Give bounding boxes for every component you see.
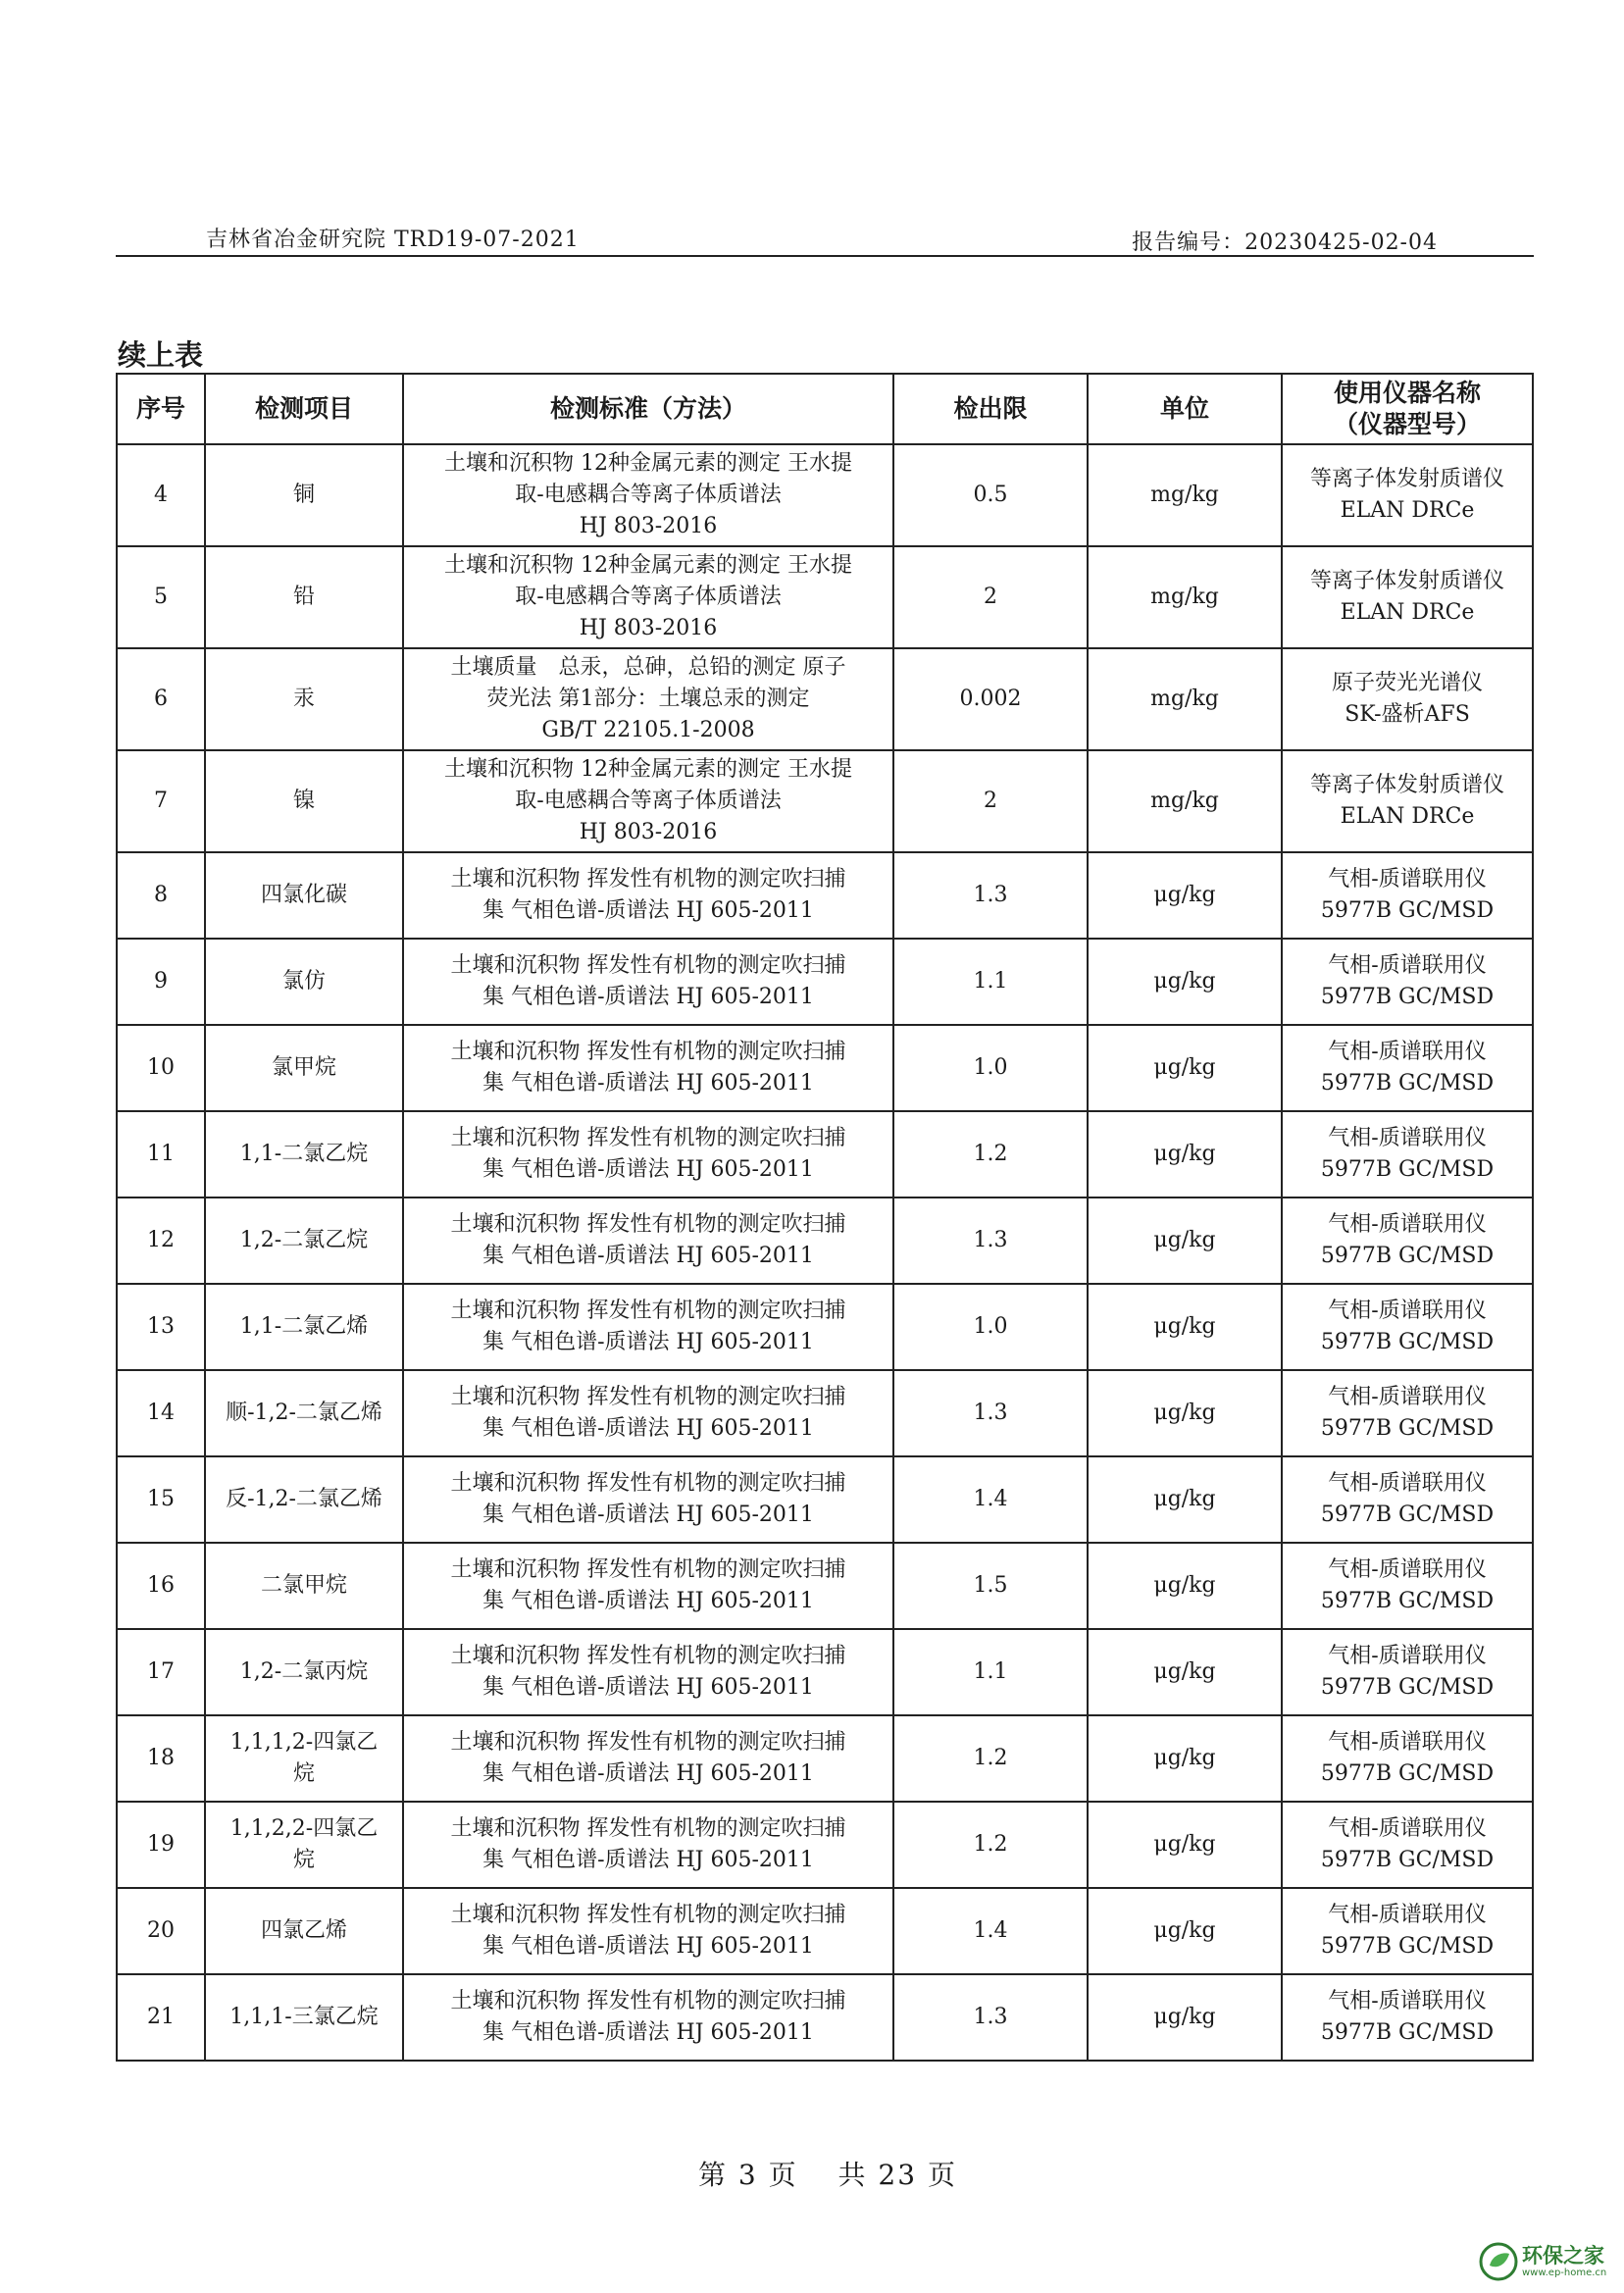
cell-unit: μg/kg [1088,1974,1282,2061]
cell-method: 土壤和沉积物 挥发性有机物的测定吹扫捕 集 气相色谱-质谱法 HJ 605-2011 [403,1284,893,1370]
cell-instrument: 气相-质谱联用仪 5977B GC/MSD [1282,1111,1533,1197]
cell-no: 4 [117,444,205,546]
cell-method: 土壤和沉积物 12种金属元素的测定 王水提 取-电感耦合等离子体质谱法 HJ 803-2016 [403,546,893,648]
cell-item: 1,1-二氯乙烯 [205,1284,403,1370]
cell-unit: μg/kg [1088,1370,1282,1456]
cell-item: 汞 [205,648,403,750]
cell-unit: μg/kg [1088,1111,1282,1197]
cell-limit: 1.5 [893,1543,1088,1629]
cell-item: 四氯化碳 [205,852,403,939]
table-row [117,1197,1533,1284]
table-row [117,1370,1533,1456]
header-divider [116,255,1534,257]
cell-limit: 1.2 [893,1715,1088,1802]
table-row [117,1284,1533,1370]
cell-limit: 0.002 [893,648,1088,750]
col-header-instrument: 使用仪器名称 （仪器型号） [1282,374,1533,444]
cell-limit: 0.5 [893,444,1088,546]
table-row [117,1802,1533,1888]
cell-limit: 1.1 [893,1629,1088,1715]
cell-no: 9 [117,939,205,1025]
cell-unit: μg/kg [1088,1025,1282,1111]
cell-item: 四氯乙烯 [205,1888,403,1974]
cell-method: 土壤和沉积物 挥发性有机物的测定吹扫捕 集 气相色谱-质谱法 HJ 605-2011 [403,1456,893,1543]
cell-no: 6 [117,648,205,750]
cell-instrument: 等离子体发射质谱仪 ELAN DRCe [1282,750,1533,852]
cell-limit: 1.4 [893,1888,1088,1974]
watermark-url: www.ep-home.cn [1522,2268,1607,2278]
cell-instrument: 气相-质谱联用仪 5977B GC/MSD [1282,1888,1533,1974]
cell-method: 土壤质量 总汞，总砷，总铅的测定 原子 荧光法 第1部分：土壤总汞的测定 GB/T 22105.1-2008 [403,648,893,750]
table-row [117,1974,1533,2061]
cell-limit: 1.4 [893,1456,1088,1543]
cell-no: 10 [117,1025,205,1111]
cell-method: 土壤和沉积物 挥发性有机物的测定吹扫捕 集 气相色谱-质谱法 HJ 605-2011 [403,1888,893,1974]
cell-no: 11 [117,1111,205,1197]
cell-instrument: 气相-质谱联用仪 5977B GC/MSD [1282,1974,1533,2061]
col-header-item: 检测项目 [205,374,403,444]
cell-method: 土壤和沉积物 挥发性有机物的测定吹扫捕 集 气相色谱-质谱法 HJ 605-2011 [403,1802,893,1888]
cell-no: 13 [117,1284,205,1370]
cell-item: 反-1,2-二氯乙烯 [205,1456,403,1543]
cell-item: 1,1-二氯乙烷 [205,1111,403,1197]
cell-instrument: 原子荧光光谱仪 SK-盛析AFS [1282,648,1533,750]
cell-instrument: 气相-质谱联用仪 5977B GC/MSD [1282,1543,1533,1629]
test-method-table [116,373,1534,2062]
cell-limit: 1.2 [893,1111,1088,1197]
cell-item: 镍 [205,750,403,852]
cell-unit: μg/kg [1088,1802,1282,1888]
cell-unit: mg/kg [1088,444,1282,546]
cell-unit: μg/kg [1088,1284,1282,1370]
table-row [117,1025,1533,1111]
watermark-name: 环保之家 [1522,2244,1604,2268]
cell-method: 土壤和沉积物 挥发性有机物的测定吹扫捕 集 气相色谱-质谱法 HJ 605-2011 [403,1111,893,1197]
cell-unit: mg/kg [1088,546,1282,648]
cell-no: 15 [117,1456,205,1543]
cell-limit: 1.3 [893,1197,1088,1284]
cell-unit: μg/kg [1088,1543,1282,1629]
cell-no: 12 [117,1197,205,1284]
table-row [117,939,1533,1025]
cell-no: 17 [117,1629,205,1715]
cell-item: 1,2-二氯乙烷 [205,1197,403,1284]
cell-method: 土壤和沉积物 挥发性有机物的测定吹扫捕 集 气相色谱-质谱法 HJ 605-2011 [403,852,893,939]
cell-limit: 1.3 [893,852,1088,939]
cell-unit: μg/kg [1088,1888,1282,1974]
cell-unit: μg/kg [1088,1456,1282,1543]
cell-limit: 1.3 [893,1370,1088,1456]
cell-item: 铜 [205,444,403,546]
table-row [117,1456,1533,1543]
cell-limit: 2 [893,546,1088,648]
cell-instrument: 气相-质谱联用仪 5977B GC/MSD [1282,852,1533,939]
table-row [117,1629,1533,1715]
cell-limit: 2 [893,750,1088,852]
cell-item: 顺-1,2-二氯乙烯 [205,1370,403,1456]
section-title: 续上表 [118,338,204,372]
table-row [117,1543,1533,1629]
cell-instrument: 气相-质谱联用仪 5977B GC/MSD [1282,1197,1533,1284]
cell-no: 19 [117,1802,205,1888]
cell-method: 土壤和沉积物 挥发性有机物的测定吹扫捕 集 气相色谱-质谱法 HJ 605-2011 [403,1715,893,1802]
cell-item: 铅 [205,546,403,648]
leaf-logo-icon [1479,2242,1518,2281]
cell-method: 土壤和沉积物 挥发性有机物的测定吹扫捕 集 气相色谱-质谱法 HJ 605-2011 [403,1974,893,2061]
cell-instrument: 气相-质谱联用仪 5977B GC/MSD [1282,1715,1533,1802]
col-header-unit: 单位 [1088,374,1282,444]
cell-unit: μg/kg [1088,852,1282,939]
cell-limit: 1.1 [893,939,1088,1025]
cell-method: 土壤和沉积物 12种金属元素的测定 王水提 取-电感耦合等离子体质谱法 HJ 803-2016 [403,444,893,546]
cell-item: 氯仿 [205,939,403,1025]
cell-method: 土壤和沉积物 挥发性有机物的测定吹扫捕 集 气相色谱-质谱法 HJ 605-2011 [403,1543,893,1629]
table-header-row [117,374,1533,444]
cell-limit: 1.2 [893,1802,1088,1888]
cell-method: 土壤和沉积物 挥发性有机物的测定吹扫捕 集 气相色谱-质谱法 HJ 605-2011 [403,1629,893,1715]
cell-item: 二氯甲烷 [205,1543,403,1629]
table-row [117,648,1533,750]
report-number: 报告编号：20230425-02-04 [1132,230,1438,255]
cell-instrument: 气相-质谱联用仪 5977B GC/MSD [1282,1284,1533,1370]
col-header-no: 序号 [117,374,205,444]
cell-instrument: 等离子体发射质谱仪 ELAN DRCe [1282,546,1533,648]
table-row [117,1111,1533,1197]
table-row [117,852,1533,939]
cell-no: 20 [117,1888,205,1974]
cell-instrument: 气相-质谱联用仪 5977B GC/MSD [1282,1370,1533,1456]
cell-no: 8 [117,852,205,939]
col-header-method: 检测标准（方法） [403,374,893,444]
table-row [117,546,1533,648]
cell-method: 土壤和沉积物 挥发性有机物的测定吹扫捕 集 气相色谱-质谱法 HJ 605-2011 [403,939,893,1025]
cell-unit: μg/kg [1088,1629,1282,1715]
col-header-limit: 检出限 [893,374,1088,444]
cell-instrument: 气相-质谱联用仪 5977B GC/MSD [1282,1456,1533,1543]
cell-method: 土壤和沉积物 12种金属元素的测定 王水提 取-电感耦合等离子体质谱法 HJ 803-2016 [403,750,893,852]
cell-method: 土壤和沉积物 挥发性有机物的测定吹扫捕 集 气相色谱-质谱法 HJ 605-2011 [403,1370,893,1456]
cell-limit: 1.3 [893,1974,1088,2061]
cell-unit: mg/kg [1088,648,1282,750]
cell-instrument: 气相-质谱联用仪 5977B GC/MSD [1282,939,1533,1025]
institute-header: 吉林省冶金研究院 TRD19-07-2021 [206,228,580,252]
cell-item: 氯甲烷 [205,1025,403,1111]
cell-unit: μg/kg [1088,939,1282,1025]
cell-item: 1,1,2,2-四氯乙 烷 [205,1802,403,1888]
cell-item: 1,2-二氯丙烷 [205,1629,403,1715]
table-row [117,750,1533,852]
cell-no: 14 [117,1370,205,1456]
cell-instrument: 气相-质谱联用仪 5977B GC/MSD [1282,1025,1533,1111]
cell-method: 土壤和沉积物 挥发性有机物的测定吹扫捕 集 气相色谱-质谱法 HJ 605-2011 [403,1197,893,1284]
cell-item: 1,1,1,2-四氯乙 烷 [205,1715,403,1802]
cell-no: 16 [117,1543,205,1629]
cell-no: 5 [117,546,205,648]
watermark-logo [1479,2238,1624,2287]
cell-limit: 1.0 [893,1284,1088,1370]
cell-method: 土壤和沉积物 挥发性有机物的测定吹扫捕 集 气相色谱-质谱法 HJ 605-2011 [403,1025,893,1111]
cell-unit: μg/kg [1088,1715,1282,1802]
cell-item: 1,1,1-三氯乙烷 [205,1974,403,2061]
cell-no: 18 [117,1715,205,1802]
page-number: 第 3 页 共 23 页 [698,2159,957,2191]
cell-no: 21 [117,1974,205,2061]
cell-instrument: 等离子体发射质谱仪 ELAN DRCe [1282,444,1533,546]
table-row [117,444,1533,546]
table-row [117,1715,1533,1802]
table-row [117,1888,1533,1974]
cell-unit: mg/kg [1088,750,1282,852]
cell-no: 7 [117,750,205,852]
cell-limit: 1.0 [893,1025,1088,1111]
cell-unit: μg/kg [1088,1197,1282,1284]
cell-instrument: 气相-质谱联用仪 5977B GC/MSD [1282,1802,1533,1888]
cell-instrument: 气相-质谱联用仪 5977B GC/MSD [1282,1629,1533,1715]
